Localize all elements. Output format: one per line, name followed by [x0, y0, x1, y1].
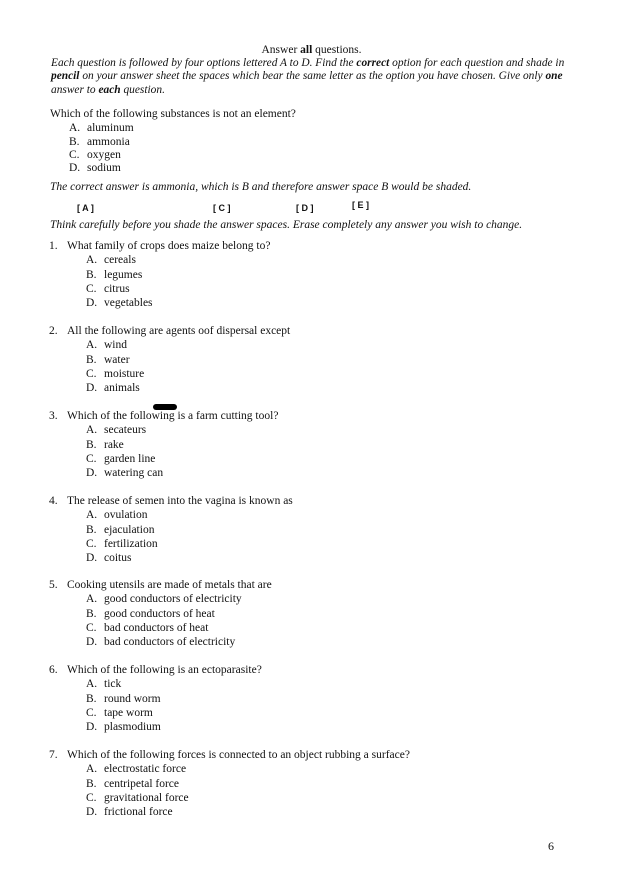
question-number: 4. — [49, 495, 58, 507]
option-letter: C. — [69, 149, 80, 162]
option-letter: B. — [86, 438, 97, 451]
option-text: animals — [104, 382, 140, 395]
option-text: citrus — [104, 282, 130, 295]
option-text: gravitational force — [104, 791, 189, 804]
option — [86, 268, 609, 282]
example-option — [69, 121, 610, 134]
option — [86, 607, 609, 621]
option-letter: D. — [86, 806, 98, 819]
option-letter: B. — [86, 607, 97, 620]
answer-space-a: [ A ] — [77, 203, 94, 213]
option-letter: A. — [86, 593, 98, 606]
example-question — [50, 107, 610, 175]
instr-part: answer to — [51, 83, 99, 96]
option — [86, 762, 609, 776]
instructions — [51, 57, 579, 97]
option-letter: B. — [86, 353, 97, 366]
option-letter: B. — [86, 777, 97, 790]
option-letter: C. — [86, 621, 97, 634]
option-text: good conductors of electricity — [104, 593, 242, 606]
instr-bold: each — [98, 83, 121, 96]
option-letter: B. — [86, 523, 97, 536]
option — [86, 592, 609, 606]
instr-bold: one — [545, 70, 563, 83]
question-5 — [49, 578, 609, 649]
option — [86, 353, 609, 367]
option — [86, 692, 609, 706]
option-letter: B. — [69, 135, 80, 148]
option — [86, 777, 609, 791]
option-letter: A. — [86, 339, 98, 352]
option-letter: D. — [86, 636, 98, 649]
option — [86, 338, 609, 352]
option-letter: A. — [86, 424, 98, 437]
question-3 — [49, 409, 609, 480]
option-letter: A. — [86, 509, 98, 522]
option — [86, 551, 609, 565]
option-letter: C. — [86, 537, 97, 550]
option-letter: C. — [86, 367, 97, 380]
option-letter: D. — [86, 297, 98, 310]
option — [86, 677, 609, 691]
option — [86, 296, 609, 310]
example-option — [69, 135, 610, 148]
option-text: cereals — [104, 254, 136, 267]
question-text: Which of the following is a farm cutting tool? — [67, 410, 279, 422]
option — [86, 438, 609, 452]
instruction-note: Think carefully before you shade the answer spaces. Erase completely any answer you wish to change. — [50, 219, 523, 231]
option-text: bad conductors of heat — [104, 621, 209, 634]
option-letter: C. — [86, 706, 97, 719]
answer-space-d: [ D ] — [296, 203, 314, 213]
heading-bold: all — [300, 44, 313, 56]
option-text: tape worm — [104, 706, 153, 719]
instr-part: Each question is followed by four options lettered A to D. Find the — [51, 57, 357, 69]
option-text: centripetal force — [104, 777, 180, 790]
option — [86, 282, 609, 296]
question-number: 5. — [49, 579, 58, 591]
option-text: tick — [104, 678, 122, 691]
instr-bold: pencil — [51, 70, 80, 83]
option-text: round worm — [104, 692, 161, 705]
question-4 — [49, 494, 609, 565]
page-number: 6 — [548, 839, 554, 853]
option-text: aluminum — [87, 122, 134, 135]
example-option — [69, 161, 610, 174]
option-text: vegetables — [104, 297, 153, 310]
option-letter: B. — [86, 692, 97, 705]
heading-prefix: Answer — [261, 44, 301, 56]
option-letter: C. — [86, 452, 97, 465]
question-1 — [49, 239, 609, 310]
option-text: ovulation — [104, 509, 148, 522]
option — [86, 508, 609, 522]
question-7 — [49, 748, 609, 819]
question-text: All the following are agents oof dispersal except — [67, 325, 291, 337]
option-letter: B. — [86, 268, 97, 281]
answer-spaces — [0, 199, 623, 215]
option-letter: A. — [86, 763, 98, 776]
question-number: 3. — [49, 410, 58, 422]
option-text: frictional force — [104, 806, 173, 819]
option — [86, 381, 609, 395]
section-heading — [0, 43, 623, 57]
example-options — [69, 121, 610, 175]
question-number: 6. — [49, 664, 58, 676]
example-explanation: The correct answer is ammonia, which is B and therefore answer space B would be shaded. — [50, 181, 472, 193]
option — [86, 720, 609, 734]
option-text: ejaculation — [104, 523, 155, 536]
question-number: 2. — [49, 325, 58, 337]
question-number: 7. — [49, 749, 58, 761]
option-letter: D. — [86, 467, 98, 480]
example-question-text: Which of the following substances is not an element? — [50, 108, 296, 120]
option-text: plasmodium — [104, 721, 161, 734]
option-text: electrostatic force — [104, 763, 187, 776]
option-text: legumes — [104, 268, 143, 281]
option-text: wind — [104, 339, 127, 352]
question-2 — [49, 324, 609, 395]
answer-space-c: [ C ] — [213, 203, 231, 213]
option-text: garden line — [104, 452, 156, 465]
option-text: rake — [104, 438, 124, 451]
option-letter: A. — [86, 254, 98, 267]
question-6 — [49, 663, 609, 734]
instr-bold: correct — [356, 57, 390, 69]
instr-part: question. — [120, 83, 165, 96]
option — [86, 621, 609, 635]
option-text: sodium — [87, 162, 121, 175]
option — [86, 523, 609, 537]
option — [86, 805, 609, 819]
option — [86, 253, 609, 267]
option-letter: C. — [86, 282, 97, 295]
option-text: oxygen — [87, 149, 121, 162]
example-option — [69, 148, 610, 161]
instr-part: option for each question and shade in — [389, 57, 565, 69]
option-letter: D. — [86, 552, 98, 565]
option-text: water — [104, 353, 130, 366]
option — [86, 537, 609, 551]
option-letter: D. — [86, 721, 98, 734]
option-text: watering can — [104, 467, 164, 480]
option-text: ammonia — [87, 135, 130, 148]
option — [86, 635, 609, 649]
question-text: What family of crops does maize belong to? — [67, 240, 271, 252]
option — [86, 706, 609, 720]
option-letter: A. — [69, 122, 81, 135]
option — [86, 452, 609, 466]
option-text: coitus — [104, 552, 132, 565]
option-text: fertilization — [104, 537, 158, 550]
question-text: Which of the following forces is connected to an object rubbing a surface? — [67, 749, 410, 761]
option — [86, 367, 609, 381]
instr-part: on your answer sheet the spaces which bear the same letter as the option you have chosen. Give only — [79, 70, 546, 83]
answer-space-e: [ E ] — [352, 200, 369, 210]
question-text: The release of semen into the vagina is known as — [67, 495, 293, 507]
question-text: Cooking utensils are made of metals that are — [67, 579, 272, 591]
option-letter: C. — [86, 791, 97, 804]
option-text: bad conductors of electricity — [104, 636, 236, 649]
option-letter: A. — [86, 678, 98, 691]
option — [86, 423, 609, 437]
option-letter: D. — [69, 162, 81, 175]
question-number: 1. — [49, 240, 58, 252]
option-letter: D. — [86, 382, 98, 395]
option-text: moisture — [104, 367, 145, 380]
option — [86, 791, 609, 805]
option-text: good conductors of heat — [104, 607, 215, 620]
question-text: Which of the following is an ectoparasite? — [67, 664, 262, 676]
heading-suffix: questions. — [312, 44, 362, 56]
option — [86, 466, 609, 480]
option-text: secateurs — [104, 424, 147, 437]
